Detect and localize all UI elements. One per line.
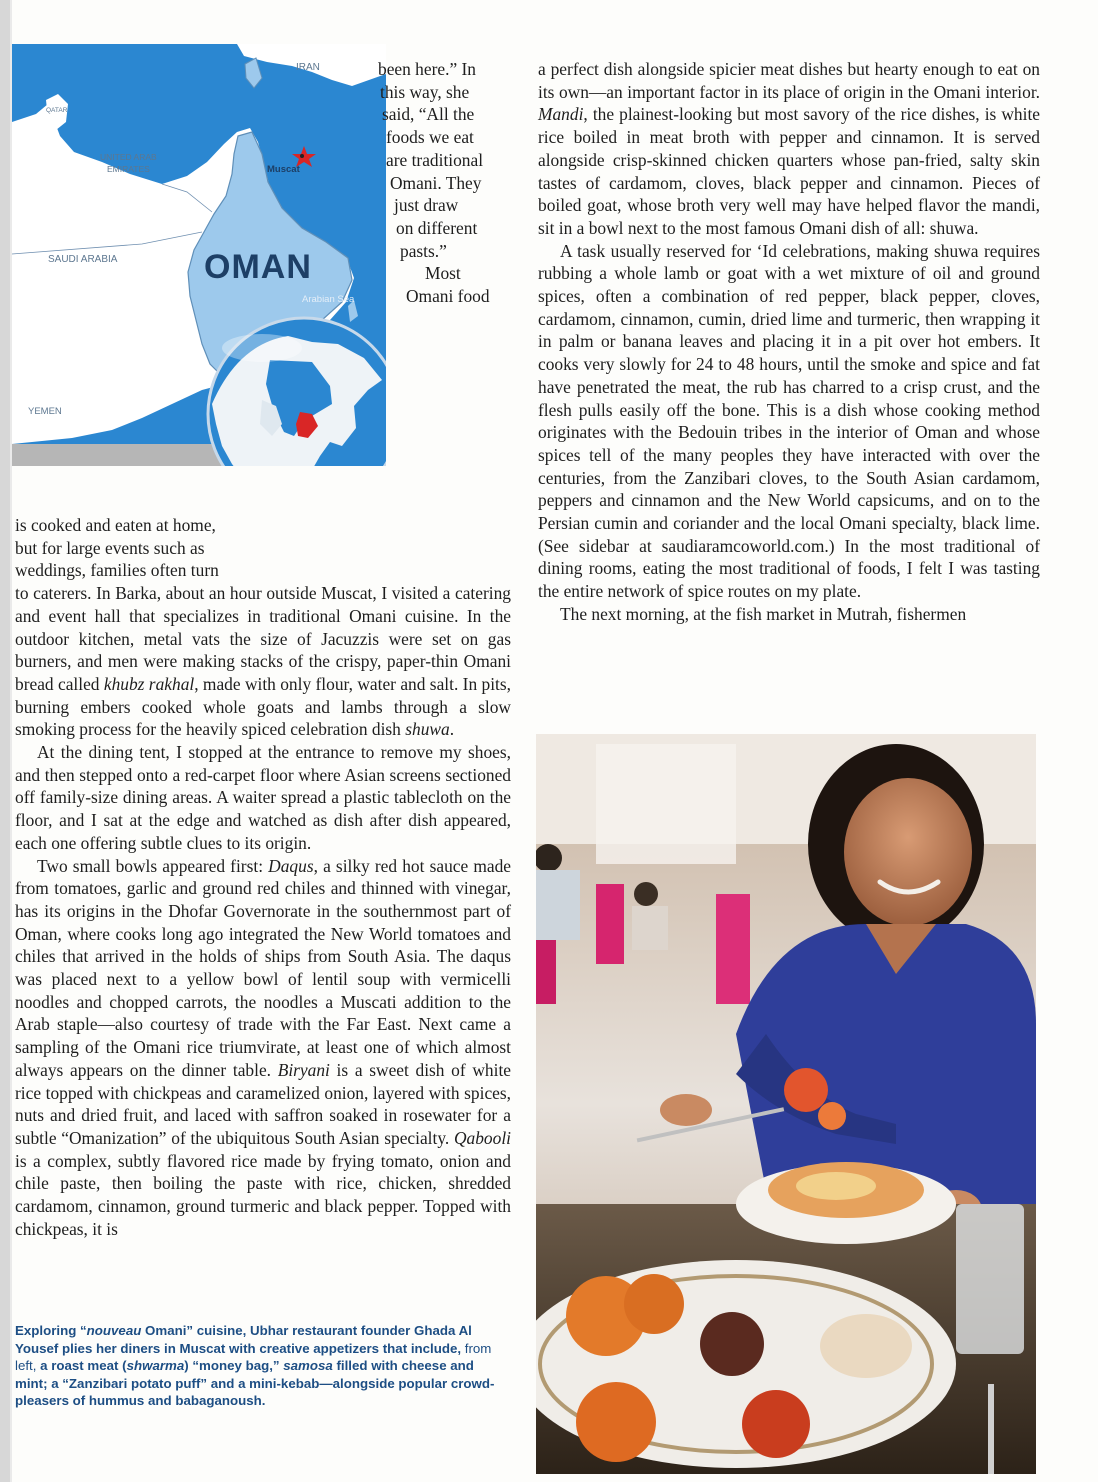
potato-puff [742,1390,810,1458]
restaurant-photo [536,734,1036,1474]
label-yemen: YEMEN [28,406,62,417]
right-paragraph-1: a perfect dish alongside spicier meat dishes but hearty enough to eat on its own—an important factor in its place of origin in the Omani interior. Mandi, the plainest-looking but most savory of the rice dishes, is white rice boiled in meat broth with pepper and cinnamon. It is served alongside crisp-skinned chicken quarters whose pan-fried, salty skin tastes of cardamom, cloves, black pepper and cinnamon. Pieces of boiled goat, whose broth very well may have helped flavor the mandi, sit in a bowl next to the most famous Omani dish of all: shuwa. [538,59,1040,238]
hand [660,1094,712,1126]
photo-graphic [536,734,1036,1474]
text-line: this way, she [380,81,470,102]
muscat-dot [300,154,304,158]
text-line: is cooked and eaten at home, [15,515,216,535]
label-oman: OMAN [204,248,312,286]
pink-chair [716,894,750,1004]
label-arabian-sea: Arabian Sea [302,294,355,305]
oman-map [12,44,386,466]
tomato [784,1068,828,1112]
text-line: but for large events such as [15,537,205,558]
left-paragraph-1: to caterers. In Barka, about an hour outside Muscat, I visited a catering and event hall that specializes in traditional Omani cuisine. In the outdoor kitchen, metal vats the size of Jacuzzis were set on gas burners, and men were making stacks of the crispy, paper-thin Omani bread called khubz rakhal, made with only flour, water and salt. In pits, burning embers cooked whole goats and lambs through a slow smoking process for the heavily spiced celebration dish shuwa. [15,583,511,740]
globe [208,318,386,466]
text-line: Omani. They [390,172,482,193]
text-line: just draw [394,195,459,216]
left-wrap-lines [15,514,511,582]
text-line: foods we eat [386,127,474,148]
label-uae-1: UNITED ARAB [100,152,157,162]
right-paragraph-3: The next morning, at the fish market in Mutrah, fishermen [560,603,967,624]
text-line: on different [396,217,478,238]
label-qatar: QATAR [46,107,68,114]
left-column-text [15,514,511,1241]
text-line: pasts.” [400,240,447,261]
text-line: weddings, families often turn [15,560,219,581]
text-line: been here.” In [378,59,477,79]
label-uae-2: EMIRATES [107,164,150,174]
hummus [820,1314,912,1378]
mini-kebab [700,1312,764,1376]
text-line: are traditional [386,149,484,170]
face [844,778,972,926]
map-graphic [12,44,386,466]
samosa [624,1274,684,1334]
wrap-text [378,58,508,308]
text-line: said, “All the [382,104,475,125]
right-paragraph-2: A task usually reserved for ‘Id celebrations, making shuwa requires rubbing a whole lamb or goat with a wet mixture of oil and ground spices, often a combination of red pepper, black pepper, cloves, cardamom, cinnamon, cumin, dried lime and turmeric, then wrapping it in palm or banana leaves and placing it in a pit over hot embers. It cooks very slowly for 24 to 48 hours, until the smoke and spice and fat have penetrated the meat, the rub has charred to a crisp crust, and the flesh pulls easily off the bone. This is a dish whose cooking method originates with the Bedouin tribes in the interior of Oman and whose spices tell of the many peoples they have interacted with over the centuries, from the Zanzibari cloves, to the South Asian cardamom, peppers and cinnamon and the New World capsicums, and on to the Persian cumin and coriander and the local Omani specialty, black lime. (See sidebar at saudiaramcoworld.com.) In the most traditional of dining rooms, eating the most traditional of foods, I felt I was tasting the entire network of spice routes on my plate. [538,240,1040,602]
label-muscat: Muscat [267,164,300,175]
text-line: Omani food [406,286,490,307]
fork-right [988,1384,994,1474]
page-edge [0,0,10,1482]
right-column-text [538,58,1040,626]
photo-caption: Exploring “nouveau Omani” cuisine, Ubhar restaurant founder Ghada Al Yousef plies her diners in Muscat with creative appetizers that include, from left, a roast meat (shwarma) “money bag,” samosa filled with cheese and mint; a “Zanzibari potato puff” and a mini-kebab—alongside popular crowd-pleasers of hummus and babaganoush. [15,1323,495,1408]
left-paragraph-3: Two small bowls appeared first: Daqus, a silky red hot sauce made from tomatoes, garlic and ground red chiles and thinned with vinegar, has its origins in the Dhofar Governorate in the southernmost part of Oman, where cooks long ago integrated the New World tomatoes and chiles that arrived in the holds of ships from South Asia. The daqus was placed next to a yellow bowl of lentil soup with vermicelli noodles and chopped carrots, the noodles a Muscati addition to the Arab staple—also courtesy of trade with the Far East. Next came a sampling of the Omani rice triumvirate, at least one of which almost always appears on the dinner table. Biryani is a sweet dish of white rice topped with chickpeas and caramelized onion, layered with spices, nuts and dried fruit, and laced with saffron soaked in rosewater for a subtle “Omanization” of the ubiquitous South Asian specialty. Qabooli is a complex, subtly flavored rice made by frying tomato, onion and chile paste, then boiling the paste with rice, chicken, shredded cardamom, cinnamon, ground turmeric and black pepper. Topped with chickpeas, it is [15,855,511,1239]
water-glass [956,1204,1024,1354]
label-saudi: SAUDI ARABIA [48,254,118,265]
left-paragraph-2: At the dining tent, I stopped at the entrance to remove my shoes, and then stepped onto a red-carpet floor where Asian screens sectioned off family-size dining areas. A waiter spread a plastic tablecloth on the floor, and I sat at the edge and watched as dish after dish appeared, each one offering subtle clues to its origin. [15,742,511,853]
pink-chair [596,884,624,964]
label-iran: IRAN [296,62,320,73]
text-line: Most [425,263,461,284]
